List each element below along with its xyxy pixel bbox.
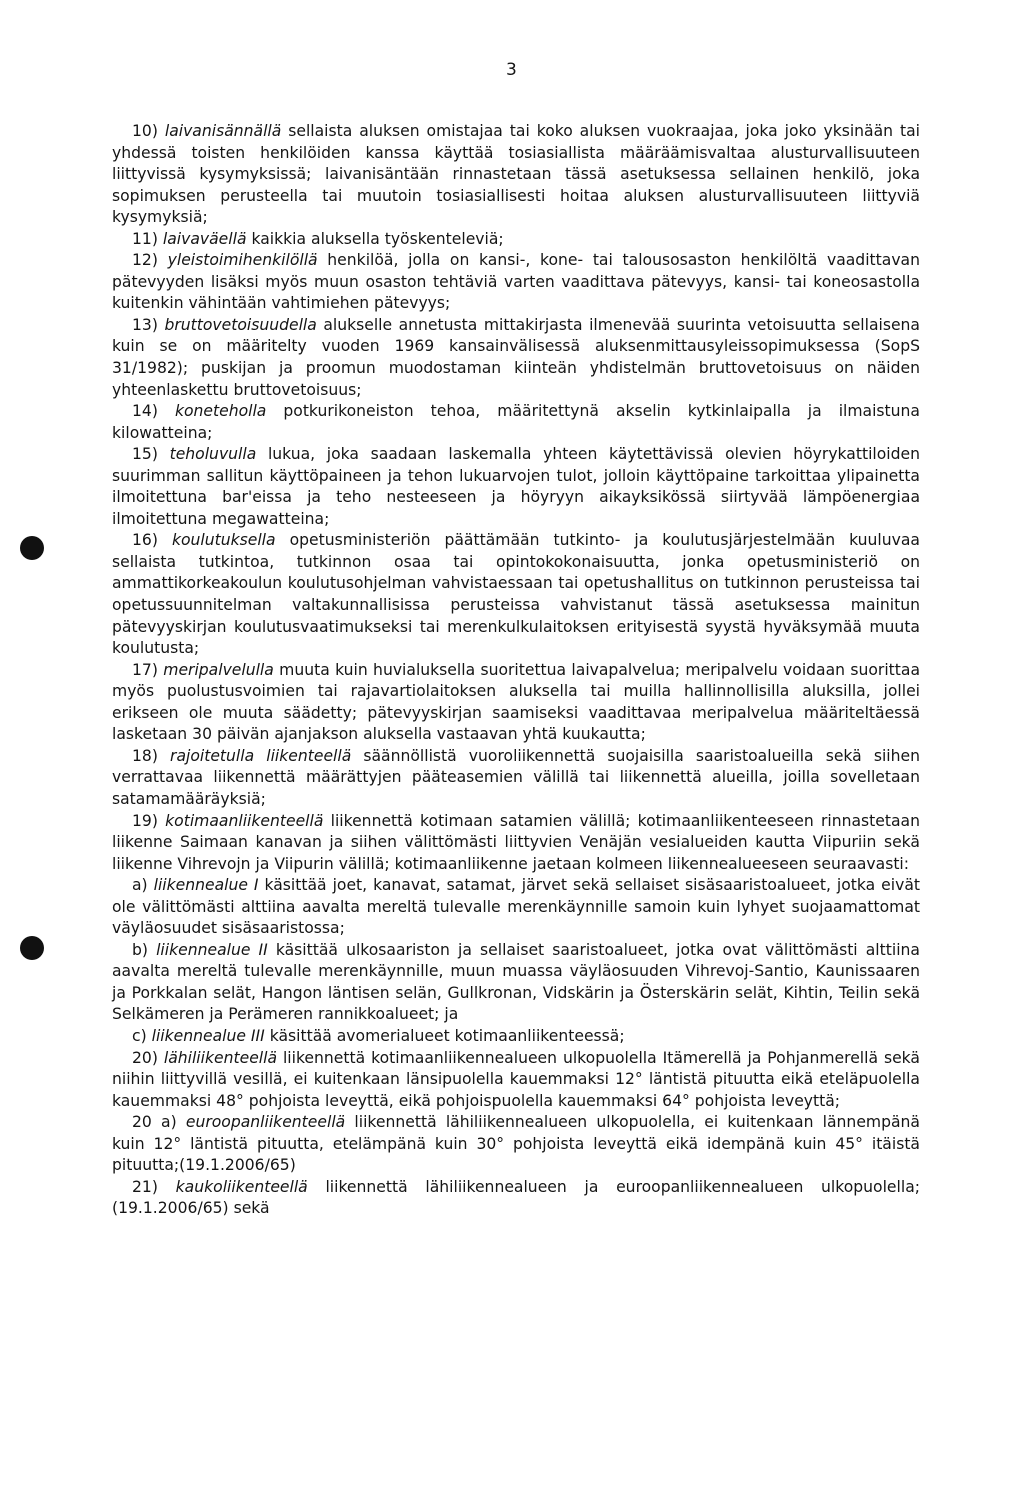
item-number: 20 a): [132, 1113, 186, 1132]
item-number: c): [132, 1026, 152, 1045]
punch-hole: [20, 936, 44, 960]
defined-term: kotimaanliikenteellä: [165, 811, 324, 830]
defined-term: koneteholla: [174, 402, 267, 421]
definition-text: opetusministeriön päättämään tutkinto- ja koulutusjärjestelmään kuuluvaa sellaista tutkintoa, tutkinnon osaa tai opintokokonaisuutta, jonka opetusministeriö on ammattikorkeakoulun koulutusohjelman vahvistaessaan tai opetushallitus on tutkinnon perusteissa tai opetussuunnitelman valtakunnallisissa perusteissa vahvistanut tässä asetuksessa mainitun pätevyyskirjan koulutusvaatimukseksi tai merenkulkulaitoksen erityisestä syystä hyväksymää muuta koulutusta;: [112, 531, 920, 658]
definition-paragraph: [112, 121, 920, 229]
item-number: b): [132, 940, 157, 959]
definition-text: käsittää avomerialueet kotimaanliikenteessä;: [264, 1026, 625, 1045]
defined-term: lähiliikenteellä: [163, 1048, 278, 1067]
definition-text: muuta kuin huvialuksella suoritettua laivapalvelua; meripalvelu voidaan suorittaa myös puolustusvoimien tai rajavartiolaitoksen aluksella tai muilla hallinnollisilla aluksilla, jollei erikseen ole muuta säädetty; pätevyyskirjan saamiseksi vaadittavaa meripalvelua määriteltäessä lasketaan 30 päivän ajanjakson aluksella vastaavan yhtä kuukautta;: [112, 660, 920, 744]
definition-paragraph: [112, 660, 920, 746]
item-number: 15): [132, 445, 170, 464]
item-number: 13): [132, 315, 165, 334]
definition-text: liikennettä kotimaanliikennealueen ulkopuolella Itämerellä ja Pohjanmerellä sekä niihin liittyvillä vesillä, ei kuitenkaan länsipuolella kauemmaksi 12° läntistä pituutta eikä eteläpuolella kauemmaksi 48° pohjoista leveyttä, eikä pohjoispuolella kauemmaksi 64° pohjoista leveyttä;: [112, 1048, 920, 1110]
item-number: 17): [132, 660, 164, 679]
definition-text: säännöllistä vuoroliikennettä suojaisilla saaristoalueilla sekä siihen verrattavaa liikennettä määrättyjen pääteasemien välillä tai liikennettä alueilla, joilla sovelletaan satamamääräyksiä;: [112, 746, 920, 808]
definition-text: sellaista aluksen omistajaa tai koko aluksen vuokraajaa, joka joko yksinään tai yhdessä toisten henkilöiden kanssa käyttää tosiasiallista määräämisvaltaa alusturvallisuuteen liittyvissä kysymyksissä; laivanisäntään rinnastetaan tässä asetuksessa sellainen henkilö, joka sopimuksen perusteella tai muutoin tosiasiallisesti hoitaa aluksen alusturvallisuuteen liittyviä kysymyksiä;: [112, 122, 920, 227]
defined-term: euroopanliikenteellä: [185, 1113, 346, 1132]
definition-text: liikennettä lähiliikennealueen ulkopuolella, ei kuitenkaan lännempänä kuin 12° läntistä pituutta, etelämpänä kuin 30° pohjoista leveyttä eikä idempänä kuin 45° itäistä pituutta;(19.1.2006/65): [112, 1113, 920, 1175]
item-number: 11): [132, 229, 163, 248]
defined-term: laivaväellä: [162, 229, 247, 248]
defined-term: meripalvelulla: [163, 660, 274, 679]
defined-term: rajoitetulla liikenteellä: [170, 746, 352, 765]
definition-text: alukselle annetusta mittakirjasta ilmenevää suurinta vetoisuutta sellaisena kuin se on määritelty vuoden 1969 kansainvälisessä aluksenmittausyleissopimuksessa (SopS 31/1982); puskijan ja proomun muodostaman kiinteän yhdistelmän bruttovetoisuus on näiden yhteenlaskettu bruttovetoisuus;: [112, 315, 920, 399]
definition-paragraph: [112, 1026, 920, 1048]
item-number: 20): [132, 1048, 164, 1067]
definition-paragraph: [112, 875, 920, 940]
item-number: 16): [132, 531, 172, 550]
defined-term: laivanisännällä: [164, 122, 282, 140]
item-number: 10): [132, 122, 165, 140]
defined-term: liikennealue II: [156, 940, 268, 959]
definition-paragraph: [112, 746, 920, 811]
definition-paragraph: [112, 1112, 920, 1177]
item-number: 12): [132, 251, 168, 270]
defined-term: yleistoimihenkilöllä: [167, 251, 318, 270]
definition-paragraph: [112, 401, 920, 444]
page-number: 3: [506, 60, 517, 80]
definition-paragraph: [112, 811, 920, 876]
item-number: 14): [132, 402, 175, 421]
defined-term: bruttovetoisuudella: [164, 315, 317, 334]
definition-text: lukua, joka saadaan laskemalla yhteen käytettävissä olevien höyrykattiloiden suurimman sallitun käyttöpaineen ja tehon lukuarvojen tulot, jolloin käyttöpaine tarkoittaa ylipainetta ilmoitettuna bar'eissa ja teho nesteeseen ja höyryyn aikayksikössä siirtyvää lämpöenergiaa ilmoitettuna megawatteina;: [112, 445, 920, 528]
defined-term: liikennealue III: [151, 1026, 265, 1045]
item-number: 21): [132, 1177, 176, 1196]
item-number: 19): [132, 811, 166, 830]
definition-paragraph: [112, 530, 920, 659]
definition-text: kaikkia aluksella työskenteleviä;: [246, 229, 504, 248]
definition-text: liikennettä lähiliikennealueen ja euroopanliikennealueen ulkopuolella; (19.1.2006/65) sekä: [112, 1177, 920, 1218]
definition-paragraph: [112, 250, 920, 315]
definition-text: henkilöä, jolla on kansi-, kone- tai talousosaston henkilöltä vaadittavan pätevyyden lisäksi myös muun osaston tehtäviä varten vaadittava pätevyys, kansi- tai koneosastolla kuitenkin vähintään vahtimiehen pätevyys;: [112, 251, 920, 313]
defined-term: teholuvulla: [169, 445, 257, 464]
definition-text: käsittää joet, kanavat, satamat, järvet sekä sellaiset sisäsaaristoalueet, jotka eivät ole välittömästi alttiina aavalta mereltä tulevalle merenkäynnille samoin kuin lyhyet suojaamattomat väyläosuudet sisäsaaristossa;: [112, 876, 921, 938]
document-body: [112, 121, 920, 1220]
definition-paragraph: [112, 229, 920, 251]
definition-paragraph: [112, 1177, 920, 1220]
punch-hole: [20, 536, 44, 560]
defined-term: liikennealue I: [153, 876, 259, 895]
definition-text: potkurikoneiston tehoa, määritettynä akselin kytkinlaipalla ja ilmaistuna kilowatteina;: [112, 402, 920, 442]
definition-paragraph: [112, 315, 920, 401]
definition-paragraph: [112, 1048, 920, 1113]
definition-paragraph: [112, 444, 920, 530]
definition-text: liikennettä kotimaan satamien välillä; kotimaanliikenteeseen rinnastetaan liikenne Saimaan kanavan ja siihen välittömästi liittyvien Venäjän vesialueiden kautta Viipuriin sekä liikenne Vihrevojn ja Viipurin välillä; kotimaanliikenne jaetaan kolmeen liikennealueeseen seuraavasti:: [112, 811, 920, 873]
definition-paragraph: [112, 940, 920, 1026]
defined-term: kaukoliikenteellä: [175, 1177, 308, 1196]
item-number: a): [132, 876, 154, 895]
item-number: 18): [132, 746, 171, 765]
definition-text: käsittää ulkosaariston ja sellaiset saaristoalueet, jotka ovat välittömästi alttiina aavalta mereltä tulevalle merenkäynnille, muun muassa väyläosuuden Vihrevoj-Santio, Kaunissaaren ja Porkkalan selät, Hangon läntisen selän, Gullkronan, Vidskärin ja Österskärin selät, Kihtin, Teilin sekä Selkämeren ja Perämeren rannikkoalueet; ja: [112, 940, 920, 1024]
defined-term: koulutuksella: [171, 531, 276, 550]
